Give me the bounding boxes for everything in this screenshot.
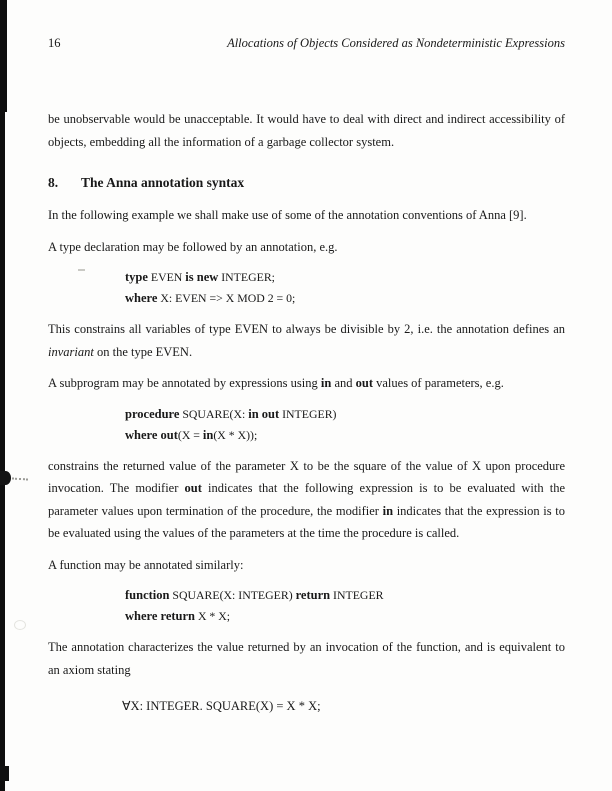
scan-edge-bar-top-artifact — [0, 0, 7, 112]
text-segment: in — [320, 376, 332, 390]
text-segment: and — [331, 376, 356, 390]
scan-smudge-artifact — [0, 471, 11, 485]
paragraph-anna-conventions: In the following example we shall make use of some of the annotation conventions of Anna [9]. — [48, 208, 527, 222]
formula-axiom: ∀X: INTEGER. SQUARE(X) = X * X; — [122, 699, 321, 713]
text-segment: in — [382, 503, 394, 518]
text-segment: where out — [125, 427, 178, 442]
running-title: Allocations of Objects Considered as Nondeterministic Expressions — [227, 36, 565, 50]
code-line — [125, 425, 565, 446]
page-number: 16 — [48, 36, 61, 50]
text-segment: INTEGER) — [279, 406, 337, 421]
text-segment: X * X; — [195, 609, 231, 623]
text-segment: invariant — [48, 344, 94, 359]
paragraph-annotation-characterizes: The annotation characterizes the value returned by an invocation of the function, and is equivalent to an axiom stating — [48, 640, 565, 677]
text-segment: This constrains all variables of type EVEN to always be divisible by 2, i.e. the annotation defines an — [48, 322, 565, 336]
section-number: 8. — [48, 175, 59, 190]
text-segment: values of parameters, e.g. — [373, 376, 504, 390]
code-line — [125, 606, 565, 627]
text-segment: function — [125, 588, 170, 602]
text-segment: is new — [185, 270, 219, 284]
text-segment: EVEN — [147, 270, 186, 284]
paragraph-function-similarly: A function may be annotated similarly: — [48, 557, 244, 572]
text-segment: constrains the returned value of the parameter X to be the square of the value of X upon procedure invocation. The modifier — [48, 458, 565, 495]
text-segment: on the type EVEN. — [93, 344, 193, 359]
text-segment: A subprogram may be annotated by expressions using — [48, 376, 321, 390]
text-segment: (X * X)); — [213, 427, 258, 442]
code-block-function-square — [125, 585, 565, 627]
paragraph-constrains-square — [48, 455, 565, 545]
code-line — [125, 404, 565, 425]
text-segment: out — [355, 376, 373, 390]
scan-dashes-artifact — [12, 478, 28, 481]
scan-edge-bar-bottom-artifact — [0, 766, 9, 781]
text-segment: procedure — [125, 406, 180, 421]
code-block-procedure-square — [125, 404, 565, 446]
code-line — [125, 288, 565, 309]
section-heading — [48, 174, 565, 191]
text-segment: SQUARE(X: — [179, 406, 249, 421]
page-body — [48, 108, 565, 718]
paragraph-type-declaration: A type declaration may be followed by an annotation, e.g. — [48, 239, 338, 254]
text-segment: X: EVEN => X MOD 2 = 0; — [157, 291, 296, 305]
text-segment: where — [125, 291, 158, 305]
code-line — [125, 267, 565, 288]
text-segment: where return — [125, 609, 196, 623]
text-segment: indicates that the following expression is to be evaluated with the parameter values upon termination of the procedure, the modifier — [48, 481, 565, 518]
scan-fleck-artifact — [14, 620, 26, 630]
paragraph-subprogram — [48, 372, 565, 395]
section-title: The Anna annotation syntax — [81, 175, 245, 190]
text-segment: in out — [248, 406, 280, 421]
text-segment: INTEGER; — [218, 270, 275, 284]
scan-fleck-artifact — [78, 269, 85, 271]
text-segment: INTEGER — [330, 588, 384, 602]
text-segment: out — [184, 481, 202, 495]
text-segment: (X = — [177, 427, 203, 442]
text-segment: type — [125, 270, 148, 284]
text-segment: SQUARE(X: INTEGER) — [169, 588, 296, 602]
code-line — [125, 585, 565, 606]
text-segment: return — [295, 588, 331, 602]
text-segment: indicates that the expression is to be evaluated using the values of the parameters at the time the procedure is called. — [48, 503, 565, 540]
page-header — [48, 36, 565, 51]
text-segment: in — [202, 427, 214, 442]
paragraph-invariant — [48, 318, 565, 363]
code-block-type-even — [125, 267, 565, 309]
paragraph-unobservable: be unobservable would be unacceptable. It would have to deal with direct and indirect accessibility of objects, embedding all the information of a garbage collector system. — [48, 112, 565, 149]
scan-edge-bar-artifact — [0, 0, 5, 791]
